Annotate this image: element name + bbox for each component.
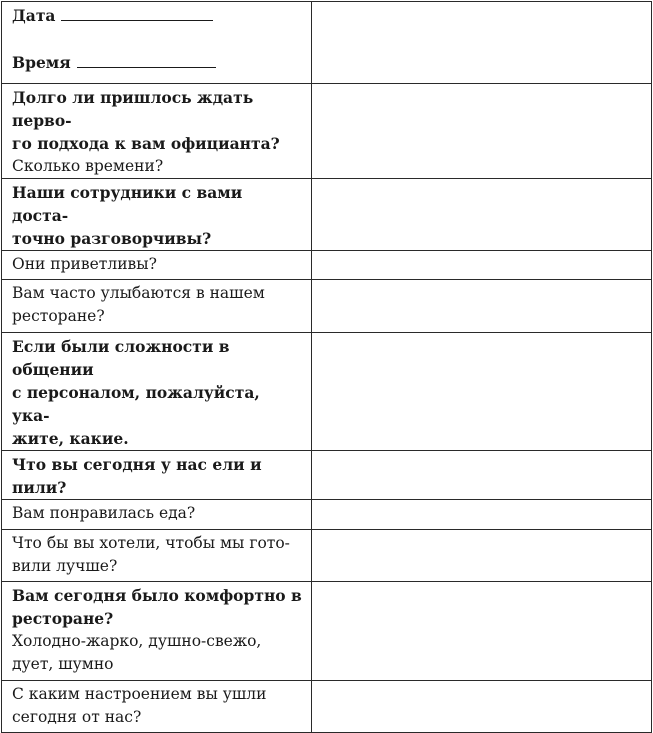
answer-cell-header[interactable] <box>312 2 652 84</box>
question-bold-line: Если были сложности в общении <box>12 337 230 379</box>
answer-cell[interactable] <box>312 681 652 733</box>
question-row <box>2 681 652 733</box>
question-bold-line: Что вы сегодня у нас ели и пили? <box>12 455 262 497</box>
question-row <box>2 251 652 280</box>
header-row <box>2 2 652 84</box>
date-blank-field[interactable] <box>61 6 213 21</box>
question-cell <box>2 582 312 681</box>
question-row <box>2 530 652 582</box>
question-bold-line: Долго ли пришлось ждать перво- <box>12 88 254 130</box>
time-label: Время <box>12 53 71 72</box>
question-bold-line: Вам сегодня было комфортно в <box>12 586 302 605</box>
question-bold-line: го подхода к вам официанта? <box>12 134 280 153</box>
question-cell <box>2 179 312 251</box>
question-note-line: Сколько времени? <box>12 157 164 175</box>
answer-cell[interactable] <box>312 582 652 681</box>
question-row <box>2 500 652 530</box>
answer-cell[interactable] <box>312 179 652 251</box>
question-note-line: Вам понравилась еда? <box>12 504 196 522</box>
question-cell <box>2 84 312 179</box>
question-row <box>2 582 652 681</box>
question-note-line: дует, шумно <box>12 655 114 673</box>
time-line <box>12 51 302 74</box>
question-note-line: Они приветливы? <box>12 255 157 273</box>
date-line <box>12 4 302 27</box>
question-note-line: ресторане? <box>12 307 105 325</box>
question-row <box>2 280 652 333</box>
question-note-line: Что бы вы хотели, чтобы мы гото- <box>12 534 290 552</box>
answer-cell[interactable] <box>312 500 652 530</box>
feedback-table <box>1 1 652 733</box>
question-bold-line: жите, какие. <box>12 429 129 448</box>
answer-cell[interactable] <box>312 451 652 500</box>
time-blank-field[interactable] <box>77 53 216 68</box>
date-time-cell <box>2 2 312 84</box>
question-cell <box>2 681 312 733</box>
question-cell <box>2 280 312 333</box>
question-note-line: Вам часто улыбаются в нашем <box>12 284 265 302</box>
answer-cell[interactable] <box>312 280 652 333</box>
date-label: Дата <box>12 6 56 25</box>
question-row <box>2 451 652 500</box>
question-bold-line: точно разговорчивы? <box>12 229 212 248</box>
question-note-line: Холодно-жарко, душно-свежо, <box>12 632 262 650</box>
question-row <box>2 179 652 251</box>
question-cell <box>2 333 312 451</box>
question-cell <box>2 451 312 500</box>
question-cell <box>2 530 312 582</box>
question-row <box>2 333 652 451</box>
question-note-line: сегодня от нас? <box>12 708 142 726</box>
question-bold-line: Наши сотрудники с вами доста- <box>12 183 243 225</box>
question-cell <box>2 500 312 530</box>
question-row <box>2 84 652 179</box>
answer-cell[interactable] <box>312 530 652 582</box>
question-cell <box>2 251 312 280</box>
question-bold-line: с персоналом, пожалуйста, ука- <box>12 383 260 425</box>
question-bold-line: ресторане? <box>12 609 114 628</box>
answer-cell[interactable] <box>312 84 652 179</box>
answer-cell[interactable] <box>312 251 652 280</box>
answer-cell[interactable] <box>312 333 652 451</box>
question-note-line: С каким настроением вы ушли <box>12 685 267 703</box>
question-note-line: вили лучше? <box>12 557 118 575</box>
